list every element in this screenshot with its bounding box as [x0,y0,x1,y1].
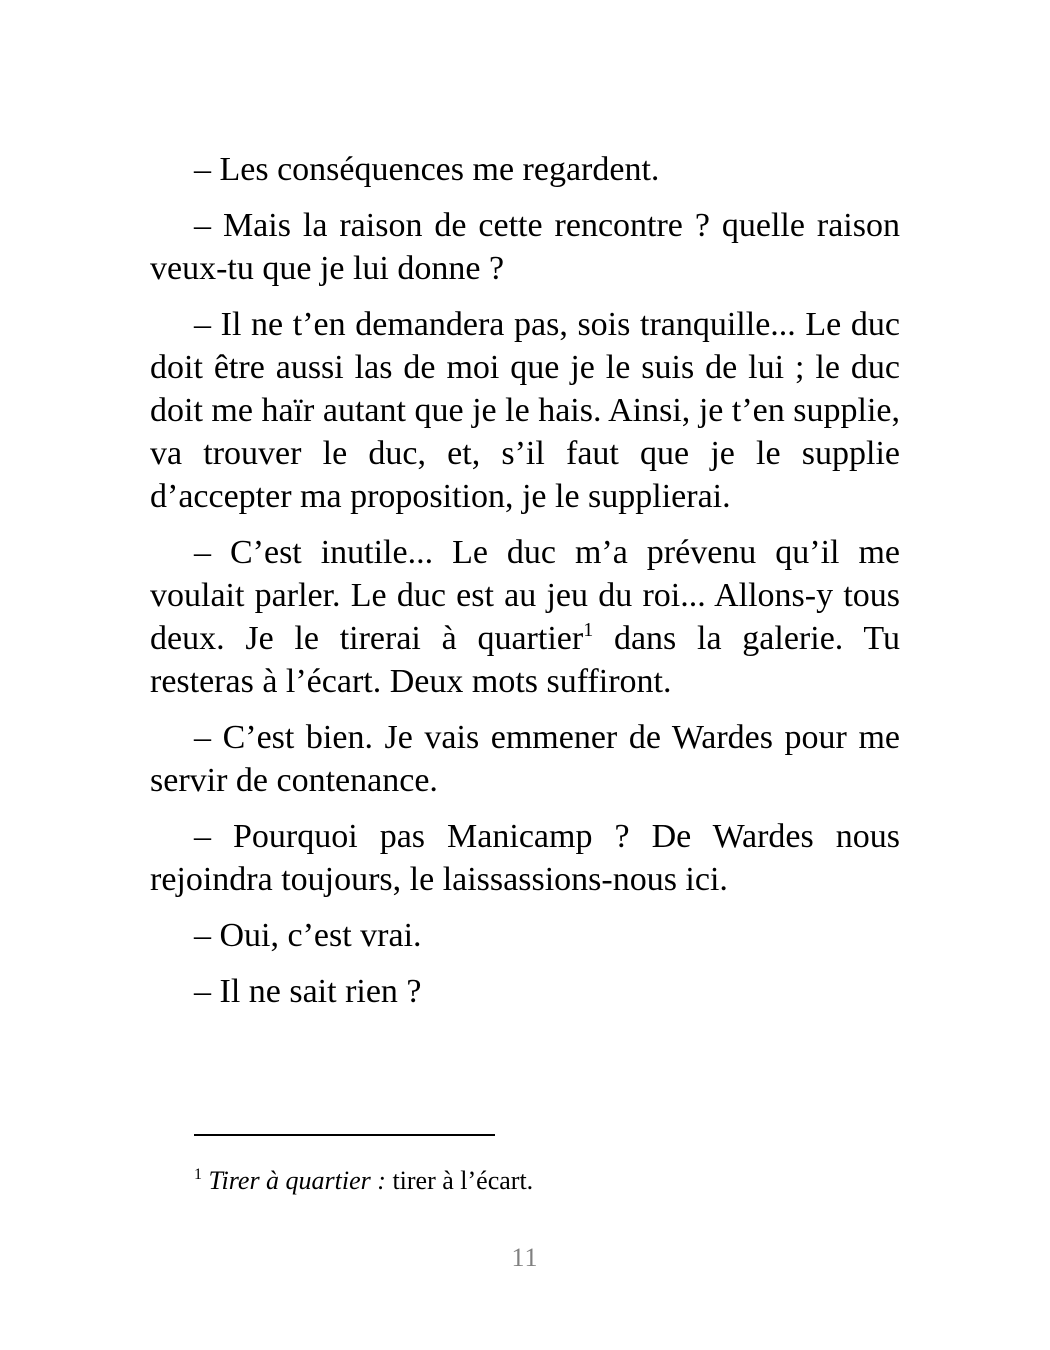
footnote-reference: 1 [583,619,594,641]
paragraph: – C’est bien. Je vais emmener de Wardes pour me servir de contenance. [150,719,900,799]
paragraph-text-before-ref: – C’est inutile... Le duc m’a prévenu qu’il me voulait parler. Le duc est au jeu du roi... Allons-y tous deux. Je le tirerai à quartier [150,534,900,657]
body-text [150,148,900,1013]
paragraph: – Pourquoi pas Manicamp ? De Wardes nous rejoindra toujours, le laissassions-nous ici. [150,818,900,898]
footnote-divider [194,1134,495,1136]
paragraph-with-footnote [150,531,900,703]
paragraph: – Il ne t’en demandera pas, sois tranquille... Le duc doit être aussi las de moi que je le suis de lui ; le duc doit me haïr autant que je le hais. Ainsi, je t’en supplie, va trouver le duc, et, s’il faut que je le supplie d’accepter ma proposition, je le supplierai. [150,306,900,515]
paragraph: – Il ne sait rien ? [194,973,422,1010]
paragraph-text-after-ref: dans la galerie. Tu resteras à l’écart. Deux mots suffiront. [150,620,900,700]
paragraph: – Les conséquences me regardent. [194,151,660,188]
paragraph: – Mais la raison de cette rencontre ? quelle raison veux-tu que je lui donne ? [150,207,900,287]
footnote-definition: tirer à l’écart. [385,1166,534,1195]
footnote-term: Tirer à quartier : [208,1166,386,1195]
page-number: 11 [511,1243,539,1272]
footnote [194,1164,900,1198]
paragraph: – Oui, c’est vrai. [194,917,422,954]
footnote-marker: 1 [194,1166,202,1183]
